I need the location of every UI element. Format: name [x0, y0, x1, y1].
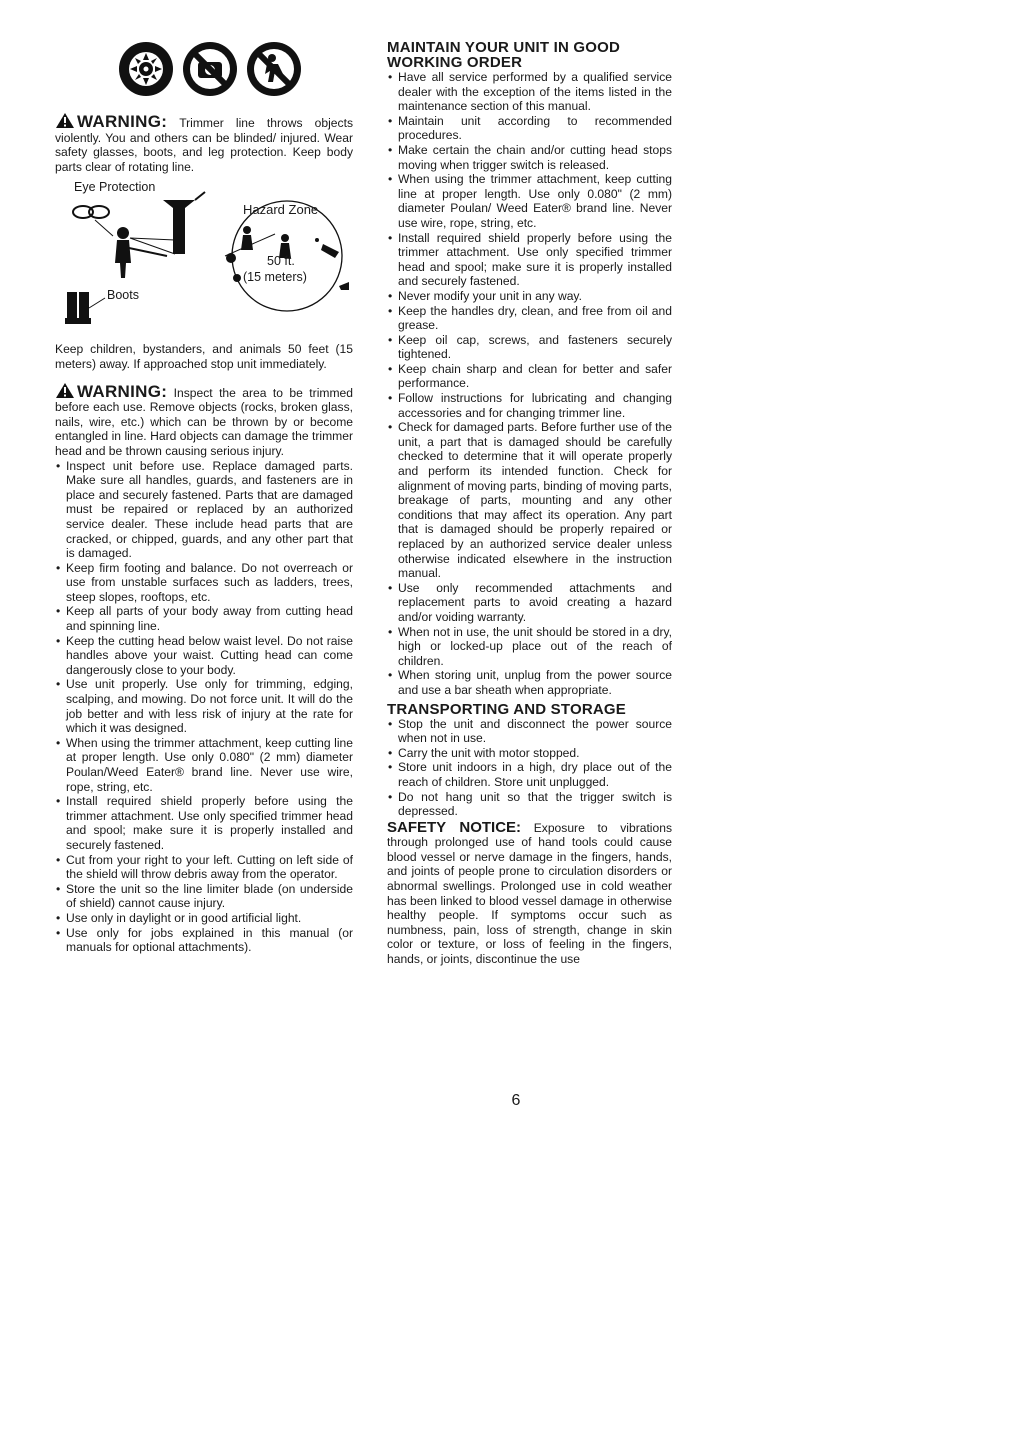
maintain-heading: MAINTAIN YOUR UNIT IN GOOD WORKING ORDER	[387, 39, 620, 71]
list-item: • Keep chain sharp and clean for better and safer performance.	[387, 362, 672, 391]
list-item: • Use unit properly. Use only for trimming, edging, scalping, and mowing. Do not force unit. It will do the job better and with less risk of injury at the rate for which it was designed.	[55, 677, 353, 735]
list-item: • Inspect unit before use. Replace damaged parts. Make sure all handles, guards, and fasteners are in place and securely fastened. Parts that are damaged must be repaired or replaced by an authorized service dealer. These include head parts that are cracked, or chipped, guards, and any other part that is damaged.	[55, 459, 353, 561]
hazard-zone-diagram	[55, 178, 353, 328]
list-item: • Check for damaged parts. Before further use of the unit, a part that is damaged should be carefully checked to determine that it will operate properly and perform its intended function. Check for alignment of moving parts, binding of moving parts, breakage of parts, mounting and any other conditions that may affect its operation. Any part that is damaged should be properly repaired or replaced by an authorized service dealer unless otherwise indicated elsewhere in the instruction manual.	[387, 420, 672, 581]
warning-label: WARNING:	[77, 381, 168, 401]
maintain-bullet-list	[387, 70, 672, 698]
no-hands-icon	[181, 40, 239, 98]
warning-text: Trimmer line throws objects violently. You and others can be blinded/ injured. Wear safety glasses, boots, and leg protection. Keep body parts clear of rotating line.	[55, 116, 353, 174]
eye-protection-label: Eye Protection	[74, 180, 156, 195]
distance-m-label: (15 meters)	[243, 270, 307, 285]
transport-heading: TRANSPORTING AND STORAGE	[387, 700, 626, 718]
list-item: • Make certain the chain and/or cutting head stops moving when trigger switch is released.	[387, 143, 672, 172]
safety-icons	[115, 40, 305, 98]
list-item: • Keep the handles dry, clean, and free from oil and grease.	[387, 304, 672, 333]
list-item: • When storing unit, unplug from the power source and use a bar sheath when appropriate.	[387, 668, 672, 697]
list-item: • Have all service performed by a qualified service dealer with the exception of the items listed in the maintenance section of this manual.	[387, 70, 672, 114]
distance-ft-label: 50 ft.	[267, 254, 295, 269]
list-item: • Install required shield properly before using the trimmer attachment. Use only specified trimmer head and spool; make sure it is properly installed and securely fastened.	[387, 231, 672, 289]
safety-notice-text: Exposure to vibrations through prolonged use of hand tools could cause blood vessel or nerve damage in the fingers, hands, and joints of people prone to circulation disorders or abnormal swellings. Prolonged use in cold weather has been linked to blood vessel damage in otherwise healthy people. If symptoms occur such as numbness, pain, loss of strength, change in skin color or texture, or loss of feeling in the fingers, hands, or joints, discontinue the use	[387, 820, 672, 967]
list-item: • Do not hang unit so that the trigger switch is depressed.	[387, 790, 672, 819]
safety-notice-label: SAFETY NOTICE:	[387, 818, 522, 836]
warning-label: WARNING:	[77, 112, 168, 131]
list-item: • Install required shield properly before using the trimmer attachment. Use only specified trimmer head and spool; make sure it is properly installed and securely fastened.	[55, 794, 353, 852]
list-item: • Keep the cutting head below waist level. Do not raise handles above your waist. Cutting head can come dangerously close to your body.	[55, 634, 353, 678]
safety-notice-paragraph	[387, 818, 672, 967]
warning-text: Inspect the area to be trimmed before each use. Remove objects (rocks, broken glass, nails, wire, etc.) which can be thrown by or become entangled in line. Hard objects can damage the trimmer head and be thrown causing serious injury.	[55, 385, 353, 458]
left-column	[55, 40, 353, 955]
transport-bullet-list	[387, 717, 672, 819]
warning-triangle-icon	[55, 382, 75, 399]
list-item: • Use only recommended attachments and replacement parts to avoid creating a hazard and/or voiding warranty.	[387, 581, 672, 625]
list-item: • Use only in daylight or in good artificial light.	[55, 911, 353, 926]
rotating-blade-icon	[117, 40, 175, 98]
list-item: • Store the unit so the line limiter blade (on underside of shield) cannot cause injury.	[55, 882, 353, 911]
safety-bullet-list	[55, 459, 353, 955]
page-number: 6	[511, 1092, 521, 1109]
right-column	[387, 40, 672, 967]
list-item: • When using the trimmer attachment, keep cutting line at proper length. Use only 0.080" (2 mm) diameter Poulan/ Weed Eater® brand line. Never use wire, rope, string, etc.	[387, 172, 672, 230]
list-item: • When using the trimmer attachment, keep cutting line at proper length. Use only 0.080" (2 mm) diameter Poulan/Weed Eater® brand line. Never use wire, rope, string, etc.	[55, 736, 353, 794]
keep-children-paragraph: Keep children, bystanders, and animals 50 feet (15 meters) away. If approached stop unit immediately.	[55, 342, 353, 371]
warning-inspect-area	[55, 382, 353, 459]
list-item: • Store unit indoors in a high, dry place out of the reach of children. Store unit unplugged.	[387, 760, 672, 789]
list-item: • When not in use, the unit should be stored in a dry, high or locked-up place out of the reach of children.	[387, 625, 672, 669]
list-item: • Cut from your right to your left. Cutting on left side of the shield will throw debris away from the operator.	[55, 853, 353, 882]
list-item: • Stop the unit and disconnect the power source when not in use.	[387, 717, 672, 746]
boots-label: Boots	[107, 288, 139, 303]
list-item: • Follow instructions for lubricating and changing accessories and for changing trimmer line.	[387, 391, 672, 420]
list-item: • Carry the unit with motor stopped.	[387, 746, 672, 761]
warning-thrown-objects	[55, 112, 353, 174]
list-item: • Keep all parts of your body away from cutting head and spinning line.	[55, 604, 353, 633]
no-bystanders-icon	[245, 40, 303, 98]
warning-triangle-icon	[55, 112, 75, 129]
hazard-zone-label: Hazard Zone	[243, 202, 319, 218]
list-item: • Maintain unit according to recommended procedures.	[387, 114, 672, 143]
hazard-zone-illustration	[55, 178, 353, 328]
list-item: • Never modify your unit in any way.	[387, 289, 672, 304]
list-item: • Keep firm footing and balance. Do not overreach or use from unstable surfaces such as ladders, trees, steep slopes, rooftops, etc.	[55, 561, 353, 605]
list-item: • Keep oil cap, screws, and fasteners securely tightened.	[387, 333, 672, 362]
list-item: • Use only for jobs explained in this manual (or manuals for optional attachments).	[55, 926, 353, 955]
